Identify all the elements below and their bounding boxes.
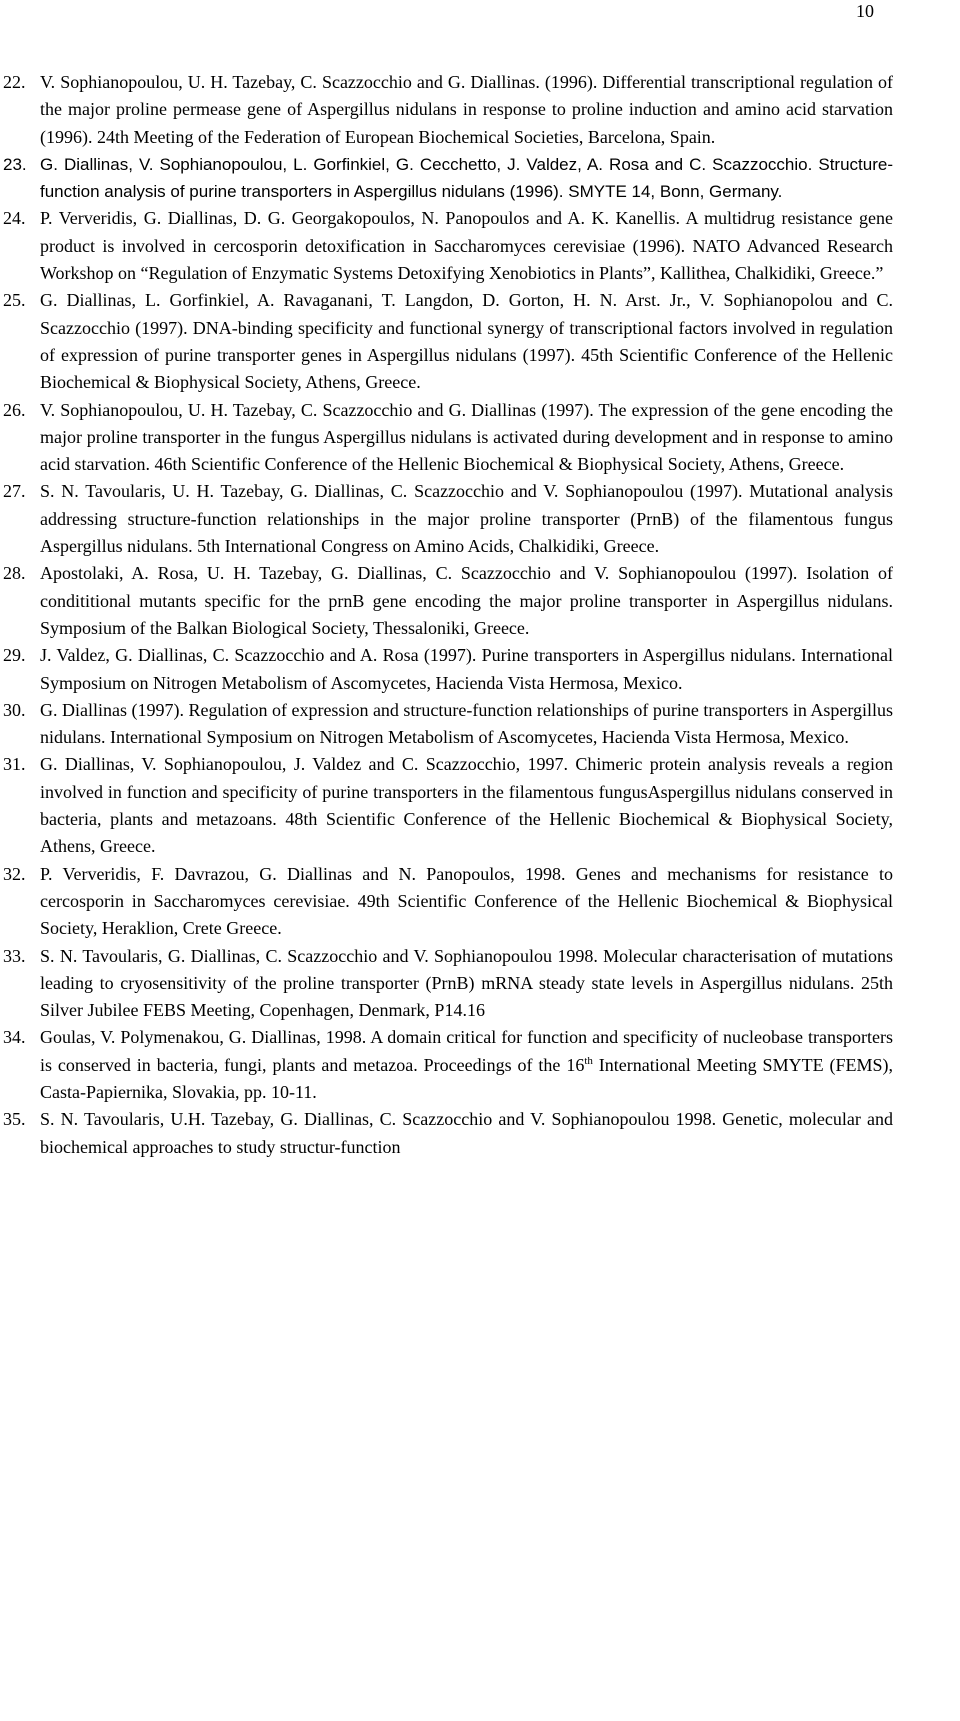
reference-number: 35. [3,1109,26,1130]
reference-text: S. N. Tavoularis, G. Diallinas, C. Scazzocchio and V. Sophianopoulou 1998. Molecular characterisation of mutations leading to cryosensitivity of the proline transporter (PrnB) mRNA steady state levels in Aspergillus nidulans. 25th Silver Jubilee FEBS Meeting, Copenhagen, Denmark, P14.16 [40,945,893,1021]
reference-23 [0,151,893,206]
reference-31 [0,751,893,860]
reference-32 [0,861,893,943]
reference-text-part: International Meeting SMYTE (FEMS), Casta-Papiernika, Slovakia, pp. 10-11. [40,1054,893,1102]
reference-33 [0,943,893,1025]
reference-28 [0,560,893,642]
reference-list [0,69,960,1161]
reference-text: V. Sophianopoulou, U. H. Tazebay, C. Scazzocchio and G. Diallinas (1997). The expression of the gene encoding the major proline transporter in the fungus Aspergillus nidulans is activated during development and in response to amino acid starvation. 46th Scientific Conference of the Hellenic Biochemical & Biophysical Society, Athens, Greece. [40,399,893,475]
reference-text: Apostolaki, A. Rosa, U. H. Tazebay, G. Diallinas, C. Scazzocchio and V. Sophianopoulou (1997). Isolation of condititional mutants specific for the prnB gene encoding the major proline transporter in Aspergillus nidulans. Symposium of the Balkan Biological Society, Thessaloniki, Greece. [40,563,893,638]
reference-number: 24. [3,208,26,229]
reference-number: 26. [3,399,26,420]
ordinal-superscript: th [584,1054,593,1067]
reference-22 [0,69,893,151]
reference-number: 27. [3,481,26,502]
reference-number: 30. [3,699,26,720]
reference-text: P. Ververidis, F. Davrazou, G. Diallinas and N. Panopoulos, 1998. Genes and mechanisms for resistance to cercosporin in Saccharomyces cerevisiae. 49th Scientific Conference of the Hellenic Biochemical & Biophysical Society, Heraklion, Crete Greece. [40,863,893,939]
reference-34 [0,1024,893,1106]
reference-number: 22. [3,72,26,92]
reference-number: 23. [3,154,27,174]
reference-26 [0,397,893,479]
reference-text-part: Goulas, V. Polymenakou, G. Diallinas, 1998. A domain critical for function and specificity of nucleobase transporters is conserved in bacteria, fungi, plants and metazoa. Proceedings of the 16 [40,1027,893,1075]
reference-number: 33. [3,945,26,966]
reference-text: S. N. Tavoularis, U. H. Tazebay, G. Diallinas, C. Scazzocchio and V. Sophianopoulou (1997). Mutational analysis addressing structure-function relationships in the major proline transporter (PrnB) of the filamentous fungus Aspergillus nidulans. 5th International Congress on Amino Acids, Chalkidiki, Greece. [40,481,893,557]
reference-29 [0,642,893,697]
reference-number: 32. [3,863,26,884]
reference-text [40,1027,893,1102]
reference-number: 29. [3,645,26,666]
reference-number: 34. [3,1027,26,1048]
reference-number: 25. [3,290,26,311]
reference-text: S. N. Tavoularis, U.H. Tazebay, G. Diallinas, C. Scazzocchio and V. Sophianopoulou 1998. Genetic, molecular and biochemical approaches to study structur-function [40,1109,893,1157]
reference-text: G. Diallinas, V. Sophianopoulou, L. Gorfinkiel, G. Cecchetto, J. Valdez, A. Rosa and C. Scazzocchio. Structure-function analysis of purine transporters in Aspergillus nidulans (1996). SMYTE 14, Bonn, Germany. [40,154,893,202]
reference-30 [0,697,893,752]
reference-27 [0,478,893,560]
reference-number: 31. [3,754,26,775]
reference-text: G. Diallinas, V. Sophianopoulou, J. Valdez and C. Scazzocchio, 1997. Chimeric protein analysis reveals a region involved in function and specificity of purine transporters in the filamentous fungusAspergillus nidulans conserved in bacteria, plants and metazoans. 48th Scientific Conference of the Hellenic Biochemical & Biophysical Society, Athens, Greece. [40,754,893,857]
reference-text: J. Valdez, G. Diallinas, C. Scazzocchio and A. Rosa (1997). Purine transporters in Aspergillus nidulans. International Symposium on Nitrogen Metabolism of Ascomycetes, Hacienda Vista Hermosa, Mexico. [40,645,893,693]
reference-text: G. Diallinas (1997). Regulation of expression and structure-function relationships of purine transporters in Aspergillus nidulans. International Symposium on Nitrogen Metabolism of Ascomycetes, Hacienda Vista Hermosa, Mexico. [40,699,893,748]
reference-text: P. Ververidis, G. Diallinas, D. G. Georgakopoulos, N. Panopoulos and A. K. Kanellis. A multidrug resistance gene product is involved in cercosporin detoxification in Saccharomyces cerevisiae (1996). NATO Advanced Research Workshop on “Regulation of Enzymatic Systems Detoxifying Xenobiotics in Plants”, Kallithea, Chalkidiki, Greece.” [40,208,893,284]
reference-number: 28. [3,563,26,584]
reference-24 [0,205,893,287]
page-number: 10 [856,1,874,21]
reference-text: V. Sophianopoulou, U. H. Tazebay, C. Scazzocchio and G. Diallinas. (1996). Differential transcriptional regulation of the major proline permease gene of Aspergillus nidulans in response to proline induction and amino acid starvation (1996). 24th Meeting of the Federation of European Biochemical Societies, Barcelona, Spain. [40,72,893,147]
reference-25 [0,287,893,396]
reference-text: G. Diallinas, L. Gorfinkiel, A. Ravaganani, T. Langdon, D. Gorton, H. N. Arst. Jr., V. Sophianopolou and C. Scazzocchio (1997). DNA-binding specificity and functional synergy of transcriptional factors involved in regulation of expression of purine transporter genes in Aspergillus nidulans (1997). 45th Scientific Conference of the Hellenic Biochemical & Biophysical Society, Athens, Greece. [40,290,893,393]
reference-35 [0,1106,893,1161]
